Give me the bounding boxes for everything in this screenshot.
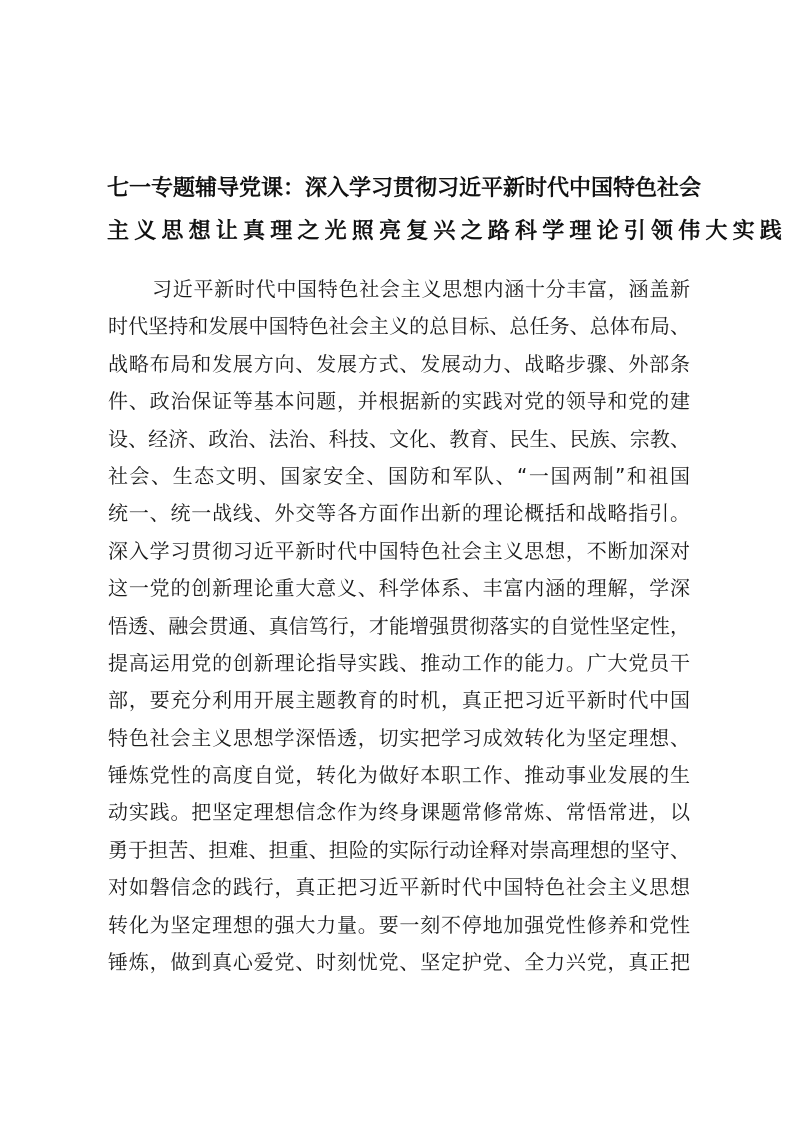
body-text-line: 对如磐信念的践行，真正把习近平新时代中国特色社会主义思想 xyxy=(108,875,690,900)
body-text-line: 这一党的创新理论重大意义、科学体系、丰富内涵的理解，学深 xyxy=(108,576,690,601)
body-text-line: 提高运用党的创新理论指导实践、推动工作的能力。广大党员干 xyxy=(108,650,690,675)
body-text-line: 部，要充分利用开展主题教育的时机，真正把习近平新时代中国 xyxy=(108,688,690,713)
body-text-line: 动实践。把坚定理想信念作为终身课题常修常炼、常悟常进，以 xyxy=(108,800,690,825)
body-text-line: 习近平新时代中国特色社会主义思想内涵十分丰富，涵盖新 xyxy=(152,277,690,301)
body-text-line: 深入学习贯彻习近平新时代中国特色社会主义思想，不断加深对 xyxy=(108,538,690,563)
body-text-line: 锤炼党性的高度自觉，转化为做好本职工作、推动事业发展的生 xyxy=(108,763,690,788)
document-title-line-2: 主义思想让真理之光照亮复兴之路科学理论引领伟大实践 xyxy=(107,219,788,244)
body-text-line: 勇于担苦、担难、担重、担险的实际行动诠释对崇高理想的坚守、 xyxy=(108,837,690,862)
body-text-line: 社会、生态文明、国家安全、国防和军队、“一国两制”和祖国 xyxy=(108,463,690,488)
body-text-line: 时代坚持和发展中国特色社会主义的总目标、总任务、总体布局、 xyxy=(108,314,690,339)
body-text-line: 悟透、融会贯通、真信笃行，才能增强贯彻落实的自觉性坚定性， xyxy=(108,613,690,638)
body-paragraph xyxy=(108,271,690,981)
body-text-line: 统一、统一战线、外交等各方面作出新的理论概括和战略指引。 xyxy=(108,501,690,526)
body-text-line: 转化为坚定理想的强大力量。要一刻不停地加强党性修养和党性 xyxy=(108,912,690,937)
document-title-line-1: 七一专题辅导党课：深入学习贯彻习近平新时代中国特色社会 xyxy=(107,176,702,201)
body-text-line: 件、政治保证等基本问题，并根据新的实践对党的领导和党的建 xyxy=(108,389,690,414)
body-text-line: 设、经济、政治、法治、科技、文化、教育、民生、民族、宗教、 xyxy=(108,426,690,451)
body-text-line: 特色社会主义思想学深悟透，切实把学习成效转化为坚定理想、 xyxy=(108,725,690,750)
body-text-line: 战略布局和发展方向、发展方式、发展动力、战略步骤、外部条 xyxy=(108,351,690,376)
body-text-line: 锤炼，做到真心爱党、时刻忧党、坚定护党、全力兴党，真正把 xyxy=(108,950,690,975)
